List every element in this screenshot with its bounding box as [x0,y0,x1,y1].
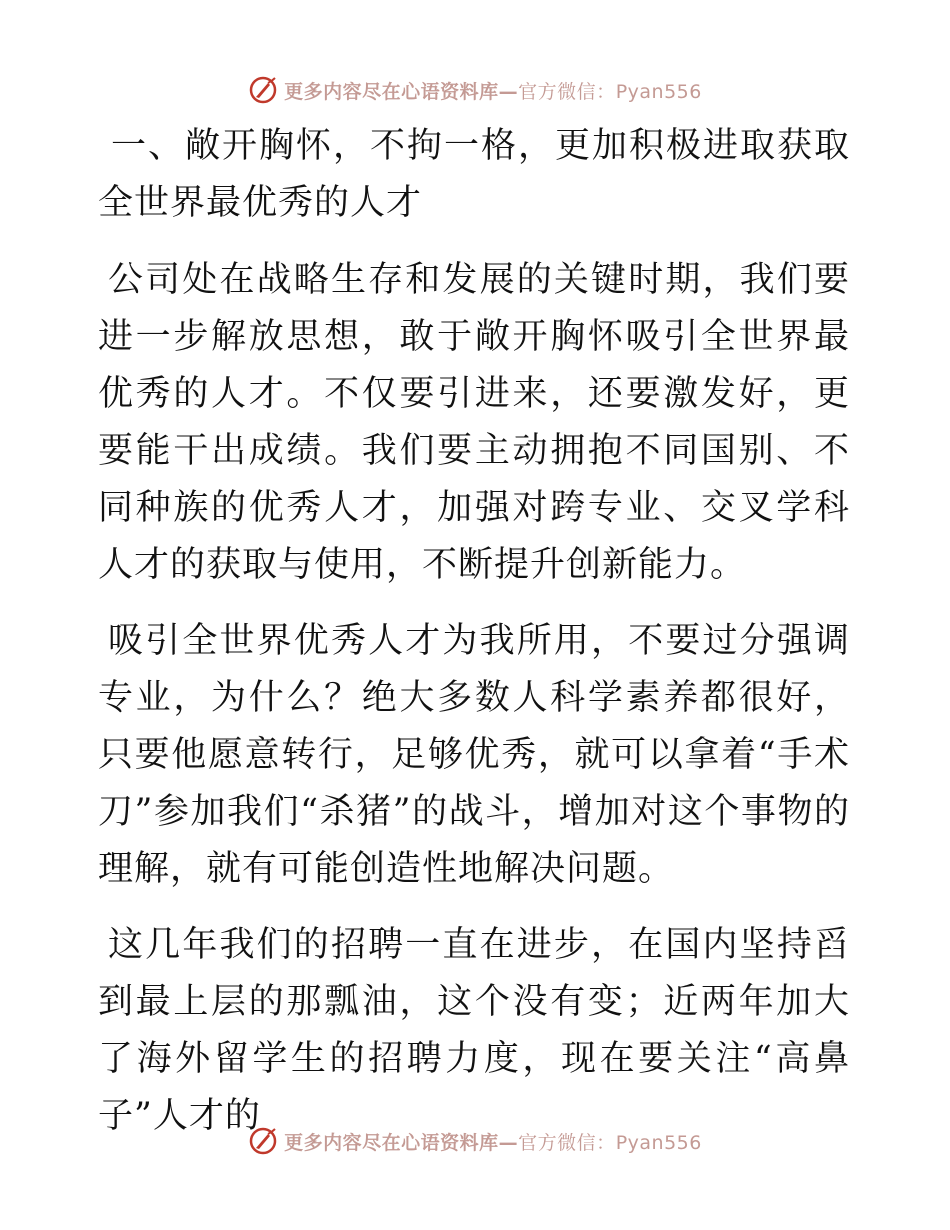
quill-logo-icon [248,1126,278,1156]
watermark-separator: — [498,1131,519,1154]
watermark-separator: — [498,80,519,103]
watermark-wechat-label: 官方微信： [518,80,616,103]
watermark-wechat-id: Pyan556 [615,80,702,103]
watermark-wechat-label: 官方微信： [518,1131,616,1154]
paragraph-3: 这几年我们的招聘一直在进步，在国内坚持舀到最上层的那瓢油，这个没有变；近两年加大了海外留学生的招聘力度，现在要关注“高鼻子”人才的 [98,925,850,1136]
header-watermark [0,70,950,110]
watermark-text [284,77,702,104]
paragraph-2: 吸引全世界优秀人才为我所用，不要过分强调专业，为什么？绝大多数人科学素养都很好，只要他愿意转行，足够优秀，就可以拿着“手术刀”参加我们“杀猪”的战斗，增加对这个事物的理解，就有可能创造性地解决问题。 [98,621,850,889]
watermark-site: 更多内容尽在心语资料库 [284,1131,499,1154]
watermark-wechat-id: Pyan556 [615,1131,702,1154]
paragraph-1: 公司处在战略生存和发展的关键时期，我们要进一步解放思想，敢于敞开胸怀吸引全世界最优秀的人才。不仅要引进来，还要激发好，更要能干出成绩。我们要主动拥抱不同国别、不同种族的优秀人才，加强对跨专业、交叉学科人才的获取与使用，不断提升创新能力。 [98,260,850,585]
quill-logo-icon [248,75,278,105]
watermark-site: 更多内容尽在心语资料库 [284,80,499,103]
section-heading: 一、敞开胸怀，不拘一格，更加积极进取获取全世界最优秀的人才 [98,126,850,223]
footer-watermark [0,1121,950,1161]
document-body [98,118,850,1164]
watermark-text [284,1128,702,1155]
